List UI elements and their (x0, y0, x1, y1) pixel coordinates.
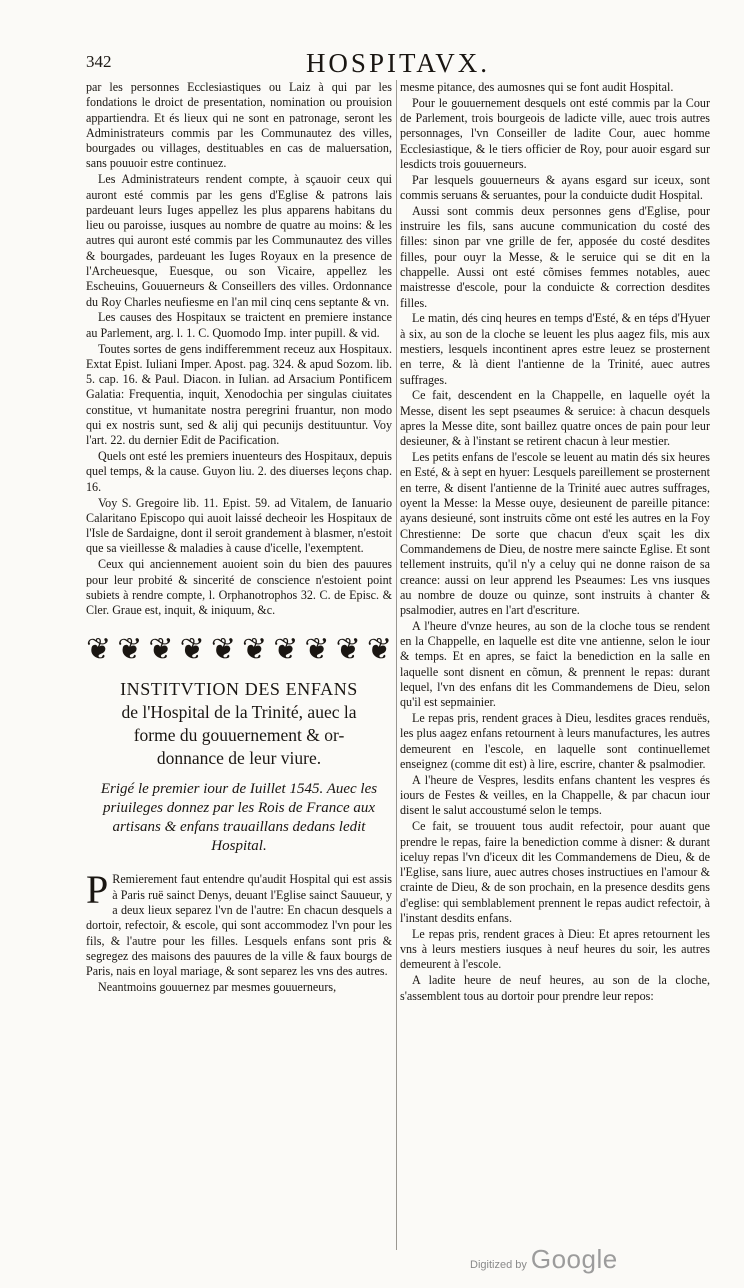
paragraph: Ce fait, descendent en la Chappelle, en laquelle oyét la Messe, disent les sept pseaumes & seruice: à chacun desquels apres la Messe dite, sont baillez quatre onces de pain pour leur desieuner, & à l'instant se retirent chacun à leur mestier. (400, 388, 710, 449)
paragraph: Le repas pris, rendent graces à Dieu: Et apres retournent les vns à leurs mestiers iusques à neuf heures du soir, les autres demeurent à l'escole. (400, 926, 710, 972)
paragraph-dropcap (86, 867, 392, 979)
paragraph: Neantmoins gouuernez par mesmes gouuerneurs, (98, 979, 337, 994)
digitization-watermark (470, 1244, 618, 1275)
paragraph: Les Administrateurs rendent compte, à sçauoir ceux qui auront esté commis par les gens d'Eglise & patrons lais pardeuant leurs Iuges appellez les plus apparens habitans du lieu ou paroisse, iusques au nombre de quatre au moins: & les autres qui auront esté commis par les Communautez des villes & bourgades, pardeuant les Iuges Royaux en la presence de l'Archeuesque, Euesque, ou son Vicaire, appellez les Escheuins, Gouuerneurs & Conseillers des villes. Ordonnance du Roy Charles neufiesme en l'an mil cinq cens septante & vn. (86, 172, 392, 309)
column-divider (396, 80, 397, 1250)
paragraph: A l'heure de Vespres, lesdits enfans chantent les vespres és iours de Festes & veilles, en la Chappelle, & par chacun iour disent le salut accoustumé selon le temps. (400, 772, 710, 818)
paragraph: A l'heure d'vnze heures, au son de la cloche tous se rendent en la Chappelle, en laquelle est dite vne antienne, selon le iour & temps. Et en apres, se faict la benediction en la salle en laquelle sont disnent en cõmun, & prennent le repas: durant lequel, l'vn des enfans dit les Commandemens de Dieu, selon qu'il est sepmainier. (400, 618, 710, 710)
fleuron-icon: ❦ (86, 633, 112, 667)
digitized-by-label: Digitized by (470, 1259, 527, 1271)
paragraph: Le repas pris, rendent graces à Dieu, lesdites graces renduës, les plus aagez enfans retournent à leurs manufactures, les autres demeurent en l'escole, en laquelle sont continuellemet enseignez (comme dit est) à lire, escrire, chanter & psalmodier. (400, 711, 710, 772)
paragraph-text: Remierement faut entendre qu'audit Hospital qui est assis à Paris ruë sainct Denys, deuant l'Eglise sainct Sauueur, y a deux lieux separez l'vn de l'autre: En chacun desquels a dortoir, refectoir, & escole, qui sont accommodez l'vn pour les fils, & l'autre pour les filles. Lesquels enfans sont pris & segregez des maisons des pauures de la ville & faux bourgs de Paris, nais en loyal mariage, & sont separez les vns des autres. (86, 872, 392, 979)
google-logo: Google (530, 1244, 618, 1274)
paragraph: Aussi sont commis deux personnes gens d'Eglise, pour instruire les fils, sans aucune communication du costé des filles: sinon par vne grille de fer, apposée du costé desdites filles, pour ouyr la Messe, & le seruice qui se dit en la chappelle. Aussi ont esté cõmises femmes notables, auec maistresse d'escole, pour la conduicte & correction desdites filles. (400, 203, 710, 310)
paragraph: Toutes sortes de gens indifferemment receuz aux Hospitaux. Extat Epist. Iuliani Imper. Apost. pag. 324. & apud Sozom. lib. 5. cap. 16. & Paul. Diacon. in Iulian. ad Arsacium Pontificem Galatia: Frequentia, inquit, Xenodochia per singulas ciuitates constitue, vt humanitate nostra peregrini fruantur, non modo qui ex nostris sunt, sed & alij qui pecunijs destituuntur. Voy l'art. 22. du dernier Edit de Pacification. (86, 341, 392, 448)
fleuron-icon: ❦ (242, 633, 268, 667)
page-header (86, 50, 710, 80)
running-title: HOSPITAVX. (305, 48, 491, 78)
fleuron-icon: ❦ (210, 633, 236, 667)
left-column (86, 80, 392, 996)
paragraph: par les personnes Ecclesiastiques ou Laiz à qui par les fondations le droict de presentation, nomination ou prouision appartiendra. Et és lieux qui ne sont en patronage, seront les Administrateurs commis par les Communautez des villes, bourgades ou villages, destituables en cas de maluersation, sans pouuoir estre continuez. (86, 80, 392, 171)
fleuron-icon: ❦ (304, 633, 330, 667)
fleuron-icon: ❦ (148, 633, 174, 667)
paragraph: Ceux qui anciennement auoient soin du bien des pauures pour leur probité & sincerité de conscience n'estoient point subiets à rendre compte, l. Orphanotrophos 32. C. de Episc. & Cler. Graue est, inquit, & iniquum, &c. (86, 557, 392, 618)
drop-cap: P (86, 867, 109, 913)
paragraph: A ladite heure de neuf heures, au son de la cloche, s'assemblent tous au dortoir pour prendre leur repos: (400, 973, 710, 1003)
fleuron-icon: ❦ (335, 633, 361, 667)
ornament-band (86, 628, 392, 672)
section-title-caps: INSTITVTION DES ENFANS (120, 679, 358, 700)
fleuron-icon: ❦ (117, 633, 143, 667)
fleuron-icon: ❦ (179, 633, 205, 667)
fleuron-icon: ❦ (366, 633, 392, 667)
right-column (400, 80, 710, 1004)
section-title-line: donnance de leur viure. (156, 748, 322, 769)
paragraph: Les petits enfans de l'escole se leuent au matin dés six heures en Esté, & à sept en hyuer: Lesquels pareillement se prosternent en terre, & disent l'antienne de la Trinité auec autres suffrages, oyent la Messe: la Messe ouye, desieunent de pareille pitance: ayans desieuné, sont instruits cõme ont esté les autres en la Foy Chrestienne: De sorte que chacun d'eux sçait les dix Commandemens de Dieu, de nostre mere saincte Eglise. Et sont tellement instruits, qu'il n'y a celuy qui ne donne raison de sa creance: aussi on leur apprend les Pseaumes: Les vns iusques au nombre de douze ou quinze, sont instruits à chanter & psalmodier, autres en l'art d'escriture. (400, 450, 710, 618)
paragraph: Voy S. Gregoire lib. 11. Epist. 59. ad Vitalem, de Ianuario Calaritano Episcopo qui auoit laissé decheoir les Hospitaux de l'Isle de Sardaigne, dont il seroit grandement à blasmer, n'estoit que sa vieillesse & maladies à cause d'icelle, l'exemptent. (86, 495, 392, 556)
section-title-line: forme du gouuernement & or- (133, 725, 345, 746)
page-number: 342 (86, 52, 112, 71)
paragraph: Par lesquels gouuerneurs & ayans esgard sur iceux, sont commis seruans & seruantes, pour la conduicte dudit Hospital. (400, 172, 710, 203)
section-subtitle: Erigé le premier iour de Iuillet 1545. Auec les priuileges donnez par les Rois de France aux artisans & enfans trauaillans dedans ledit Hospital. (100, 781, 378, 855)
paragraph: Le matin, dés cinq heures en temps d'Esté, & en téps d'Hyuer à six, au son de la cloche se leuent les plus aagez fils, mis aux mestiers, lesquels incontinent apres estre leuez se prosternent en terre, & là dient l'antienne de la Trinité, auec autres suffrages. (400, 311, 710, 387)
paragraph: mesme pitance, des aumosnes qui se font audit Hospital. (400, 80, 674, 94)
section-title (86, 678, 392, 770)
fleuron-icon: ❦ (273, 633, 299, 667)
section-title-line: de l'Hospital de la Trinité, auec la (121, 702, 357, 723)
paragraph: Quels ont esté les premiers inuenteurs des Hospitaux, depuis quel temps, & la cause. Guyon liu. 2. des diuerses leçons chap. 16. (86, 449, 392, 494)
paragraph: Les causes des Hospitaux se traictent en premiere instance au Parlement, arg. l. 1. C. Quomodo Imp. inter pupill. & vid. (86, 310, 392, 340)
paragraph: Ce fait, se trouuent tous audit refectoir, pour auant que prendre le repas, faire la benediction comme à disner: & durant iceluy repas l'vn d'iceux dit les Commandemens de Dieu, & de l'Eglise, sans liure, auec autres choses instructiues en l'amour & crainte de Dieu, & de son prochain, en la presence desdits gens d'eglise: qui semblablement prennent le repas audict refectoir, à l'instant desdits enfans. (400, 819, 710, 926)
paragraph: Pour le gouuernement desquels ont esté commis par la Cour de Parlement, trois bourgeois de ladicte ville, auec trois autres personnages, l'vn Conseiller de ladite Cour, auec homme Ecclesiastique, & le tiers officier de Roy, pour auoir esgard sur lesdicts trois gouuerneurs. (400, 95, 710, 171)
